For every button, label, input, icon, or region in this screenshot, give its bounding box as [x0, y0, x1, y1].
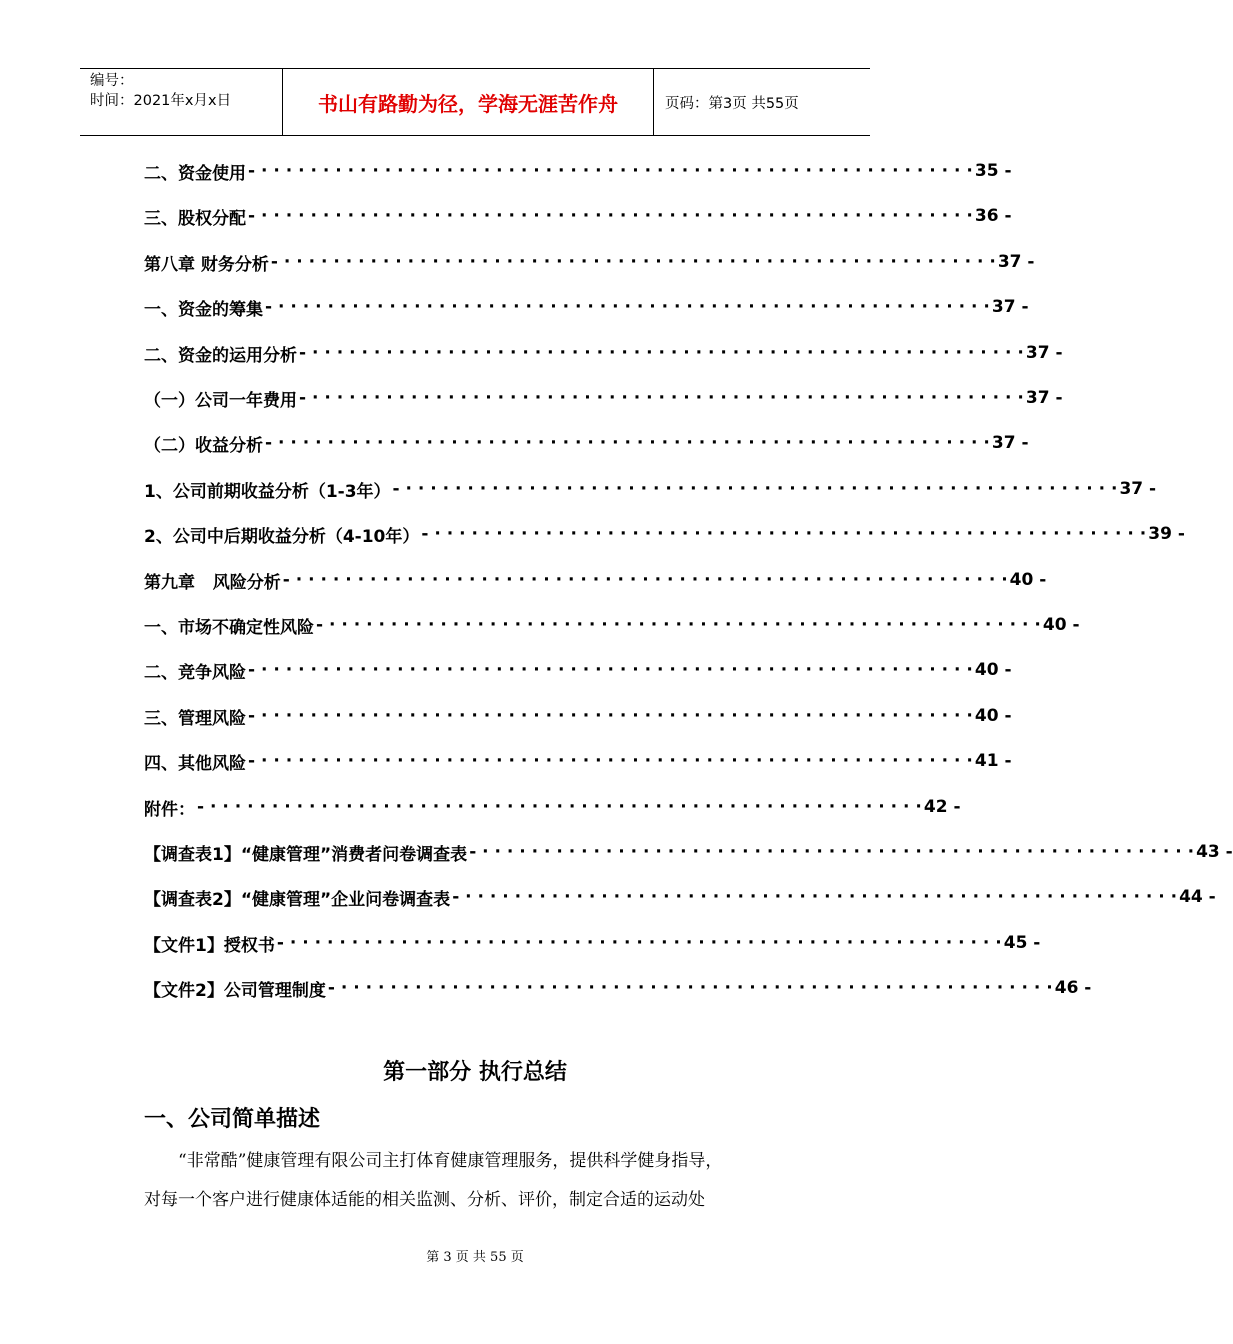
- header-page-label: 页码：第3页 共55页: [665, 95, 799, 112]
- toc-entry-page: 37 -: [1025, 388, 1063, 408]
- header-date-label: 时间：2021年x月x日: [90, 93, 232, 109]
- toc-entry[interactable]: [144, 747, 1012, 775]
- toc-entry-title: 一、资金的筹集: [144, 299, 263, 320]
- toc-entry-title: 三、股权分配: [144, 208, 246, 229]
- toc-entry-title: 【文件2】公司管理制度: [144, 980, 326, 1001]
- toc-entry-title: 第九章 风险分析: [144, 572, 281, 593]
- toc-entry[interactable]: [144, 475, 1157, 503]
- toc-dot-leader: · · · · · · · · · · · · · · · · · · · · · · · · · · · · · · · · · · · · · · · · · · · · · · · · · · · · · · · · · · -: [469, 842, 1195, 862]
- toc-entry[interactable]: [144, 384, 1063, 412]
- toc-entry-title: 第八章 财务分析: [144, 254, 269, 275]
- toc-entry-title: 二、资金的运用分析: [144, 345, 297, 366]
- toc-entry-page: 43 -: [1196, 842, 1233, 862]
- toc-dot-leader: · · · · · · · · · · · · · · · · · · · · · · · · · · · · · · · · · · · · · · · · · · · · · · · · · · · · · · · · · · -: [282, 570, 1008, 590]
- toc-dot-leader: · · · · · · · · · · · · · · · · · · · · · · · · · · · · · · · · · · · · · · · · · · · · · · · · · · · · · · · · · · -: [316, 615, 1041, 635]
- toc-entry-title: 四、其他风险: [144, 753, 246, 774]
- toc-entry-page: 45 -: [1003, 933, 1041, 953]
- toc-entry-page: 35 -: [974, 161, 1012, 181]
- toc-entry-title: 2、公司中后期收益分析（4-10年）: [144, 526, 420, 547]
- toc-dot-leader: · · · · · · · · · · · · · · · · · · · · · · · · · · · · · · · · · · · · · · · · · · · · · · · · · · · · · · · · · · -: [452, 887, 1178, 907]
- toc-entry-title: 附件：: [144, 799, 195, 820]
- section-heading: 一、公司简单描述: [144, 1107, 321, 1132]
- toc-entry-title: （一）公司一年费用: [144, 390, 297, 411]
- toc-entry[interactable]: [144, 429, 1029, 457]
- toc-entry-page: 40 -: [974, 660, 1012, 680]
- toc-entry-page: 40 -: [1042, 615, 1080, 635]
- toc-entry[interactable]: [144, 339, 1063, 367]
- toc-dot-leader: · · · · · · · · · · · · · · · · · · · · · · · · · · · · · · · · · · · · · · · · · · · · · · · · · · · · · · · · · · -: [197, 797, 922, 817]
- toc-dot-leader: · · · · · · · · · · · · · · · · · · · · · · · · · · · · · · · · · · · · · · · · · · · · · · · · · · · · · · · · · · -: [392, 479, 1118, 499]
- toc-entry-page: 37 -: [991, 433, 1029, 453]
- toc-entry[interactable]: [144, 974, 1092, 1002]
- toc-entry-title: 【调查表1】“健康管理”消费者问卷调查表: [144, 844, 468, 865]
- toc-entry[interactable]: [144, 611, 1080, 639]
- toc-dot-leader: · · · · · · · · · · · · · · · · · · · · · · · · · · · · · · · · · · · · · · · · · · · · · · · · · · · · · · · · · · -: [276, 933, 1002, 953]
- toc-entry[interactable]: [144, 157, 1012, 185]
- toc-entry-title: 三、管理风险: [144, 708, 246, 729]
- toc-entry-title: 一、市场不确定性风险: [144, 617, 314, 638]
- header-motto: 书山有路勤为径，学海无涯苦作舟: [282, 69, 654, 135]
- toc-dot-leader: · · · · · · · · · · · · · · · · · · · · · · · · · · · · · · · · · · · · · · · · · · · · · · · · · · · · · · · · · · -: [299, 343, 1024, 363]
- paragraph-line: “非常酷”健康管理有限公司主打体育健康管理服务，提供科学健身指导，: [178, 1151, 723, 1171]
- toc-entry[interactable]: [144, 566, 1047, 594]
- toc-entry[interactable]: [144, 793, 961, 821]
- toc-dot-leader: · · · · · · · · · · · · · · · · · · · · · · · · · · · · · · · · · · · · · · · · · · · · · · · · · · · · · · · · · · -: [265, 433, 990, 453]
- toc-entry-title: 1、公司前期收益分析（1-3年）: [144, 481, 391, 502]
- toc-entry-page: 44 -: [1179, 887, 1216, 907]
- toc-entry-page: 36 -: [974, 206, 1012, 226]
- header-meta: [80, 69, 282, 135]
- toc-entry[interactable]: [144, 929, 1041, 957]
- toc-entry[interactable]: [144, 293, 1029, 321]
- toc-dot-leader: · · · · · · · · · · · · · · · · · · · · · · · · · · · · · · · · · · · · · · · · · · · · · · · · · · · · · · · · · · -: [248, 161, 973, 181]
- toc-dot-leader: · · · · · · · · · · · · · · · · · · · · · · · · · · · · · · · · · · · · · · · · · · · · · · · · · · · · · · · · · · -: [248, 751, 973, 771]
- toc-dot-leader: · · · · · · · · · · · · · · · · · · · · · · · · · · · · · · · · · · · · · · · · · · · · · · · · · · · · · · · · · · -: [248, 660, 973, 680]
- toc-entry-page: 37 -: [991, 297, 1029, 317]
- toc-entry-page: 42 -: [923, 797, 961, 817]
- toc-entry-page: 41 -: [974, 751, 1012, 771]
- toc-entry[interactable]: [144, 248, 1035, 276]
- page-footer: 第 3 页 共 55 页: [426, 1250, 524, 1265]
- toc-entry[interactable]: [144, 883, 1216, 911]
- toc-entry-title: 二、竞争风险: [144, 662, 246, 683]
- part-title: 第一部分 执行总结: [383, 1060, 567, 1085]
- toc-entry[interactable]: [144, 702, 1012, 730]
- toc-entry[interactable]: [144, 838, 1233, 866]
- page-header: [80, 68, 870, 136]
- toc-entry-page: 37 -: [997, 252, 1035, 272]
- toc-entry-page: 37 -: [1119, 479, 1157, 499]
- toc-dot-leader: · · · · · · · · · · · · · · · · · · · · · · · · · · · · · · · · · · · · · · · · · · · · · · · · · · · · · · · · · · -: [248, 206, 973, 226]
- header-number-label: 编号：: [90, 73, 134, 89]
- toc-entry-title: 【调查表2】“健康管理”企业问卷调查表: [144, 889, 451, 910]
- toc-entry-page: 46 -: [1054, 978, 1092, 998]
- toc-dot-leader: · · · · · · · · · · · · · · · · · · · · · · · · · · · · · · · · · · · · · · · · · · · · · · · · · · · · · · · · · · -: [270, 252, 996, 272]
- toc-dot-leader: · · · · · · · · · · · · · · · · · · · · · · · · · · · · · · · · · · · · · · · · · · · · · · · · · · · · · · · · · · -: [299, 388, 1024, 408]
- toc-dot-leader: · · · · · · · · · · · · · · · · · · · · · · · · · · · · · · · · · · · · · · · · · · · · · · · · · · · · · · · · · · -: [248, 706, 973, 726]
- toc-entry[interactable]: [144, 520, 1185, 548]
- toc-entry-page: 39 -: [1148, 524, 1185, 544]
- toc-entry-page: 40 -: [974, 706, 1012, 726]
- toc-entry[interactable]: [144, 202, 1012, 230]
- toc-entry-page: 37 -: [1025, 343, 1063, 363]
- toc-dot-leader: · · · · · · · · · · · · · · · · · · · · · · · · · · · · · · · · · · · · · · · · · · · · · · · · · · · · · · · · · · -: [421, 524, 1147, 544]
- toc-entry[interactable]: [144, 656, 1012, 684]
- toc-dot-leader: · · · · · · · · · · · · · · · · · · · · · · · · · · · · · · · · · · · · · · · · · · · · · · · · · · · · · · · · · · -: [327, 978, 1053, 998]
- toc-entry-title: （二）收益分析: [144, 435, 263, 456]
- paragraph-line: 对每一个客户进行健康体适能的相关监测、分析、评价，制定合适的运动处: [144, 1190, 705, 1210]
- toc-dot-leader: · · · · · · · · · · · · · · · · · · · · · · · · · · · · · · · · · · · · · · · · · · · · · · · · · · · · · · · · · · -: [265, 297, 990, 317]
- toc-entry-title: 二、资金使用: [144, 163, 246, 184]
- toc-entry-title: 【文件1】授权书: [144, 935, 275, 956]
- toc-entry-page: 40 -: [1009, 570, 1047, 590]
